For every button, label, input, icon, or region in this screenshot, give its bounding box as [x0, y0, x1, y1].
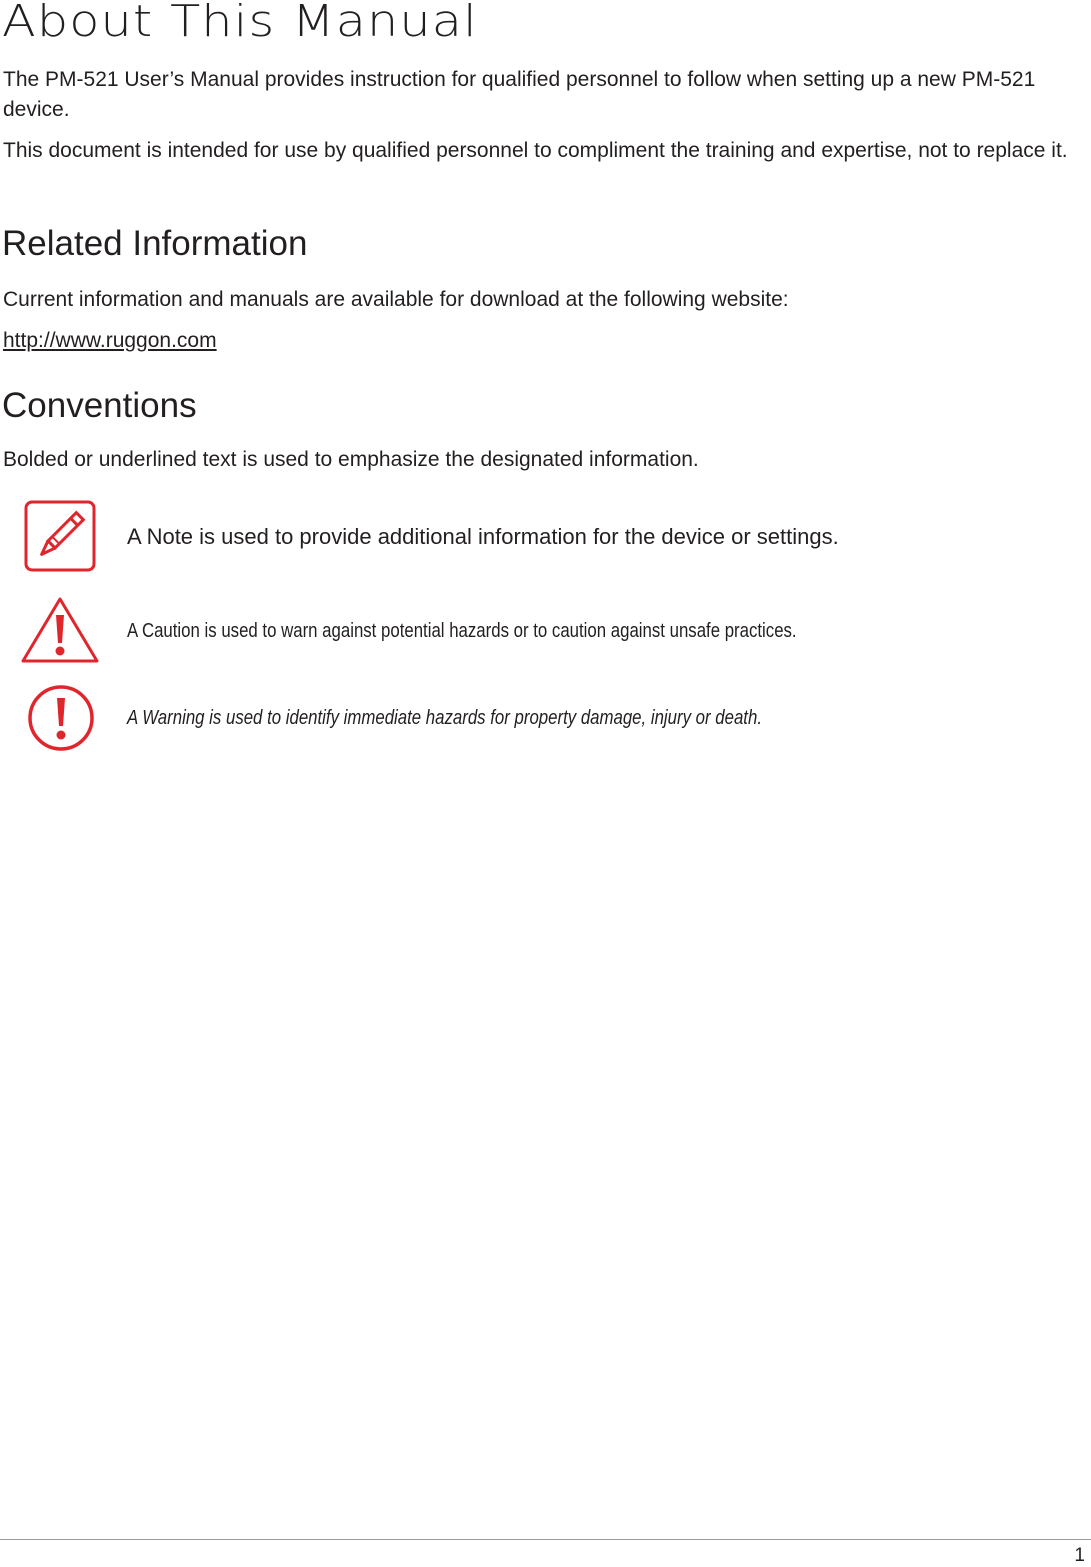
- related-information-text: Current information and manuals are available for download at the following website:: [3, 288, 789, 311]
- pencil-note-icon: [24, 500, 96, 572]
- warning-description: A Warning is used to identify immediate hazards for property damage, injury or death.: [127, 707, 762, 729]
- conventions-text: Bolded or underlined text is used to emphasize the designated information.: [3, 448, 699, 471]
- note-description: A Note is used to provide additional information for the device or settings.: [127, 524, 839, 549]
- intro-paragraph-1: The PM-521 User’s Manual provides instruction for qualified personnel to follow when setting up a new PM-521 device.: [3, 68, 1036, 121]
- footer-divider: [0, 1539, 1091, 1540]
- warning-circle-icon: [27, 684, 95, 752]
- related-information-heading: Related Information: [2, 224, 308, 263]
- website-link[interactable]: http://www.ruggon.com: [3, 329, 217, 352]
- caution-description: A Caution is used to warn against potential hazards or to caution against unsafe practices.: [127, 620, 797, 642]
- page-title: About This Manual: [2, 0, 478, 47]
- page-number: 1: [1074, 1545, 1085, 1566]
- conventions-heading: Conventions: [2, 386, 197, 425]
- intro-paragraph-2: This document is intended for use by qualified personnel to compliment the training and expertise, not to replace it.: [3, 139, 1068, 162]
- caution-triangle-icon: [20, 596, 100, 664]
